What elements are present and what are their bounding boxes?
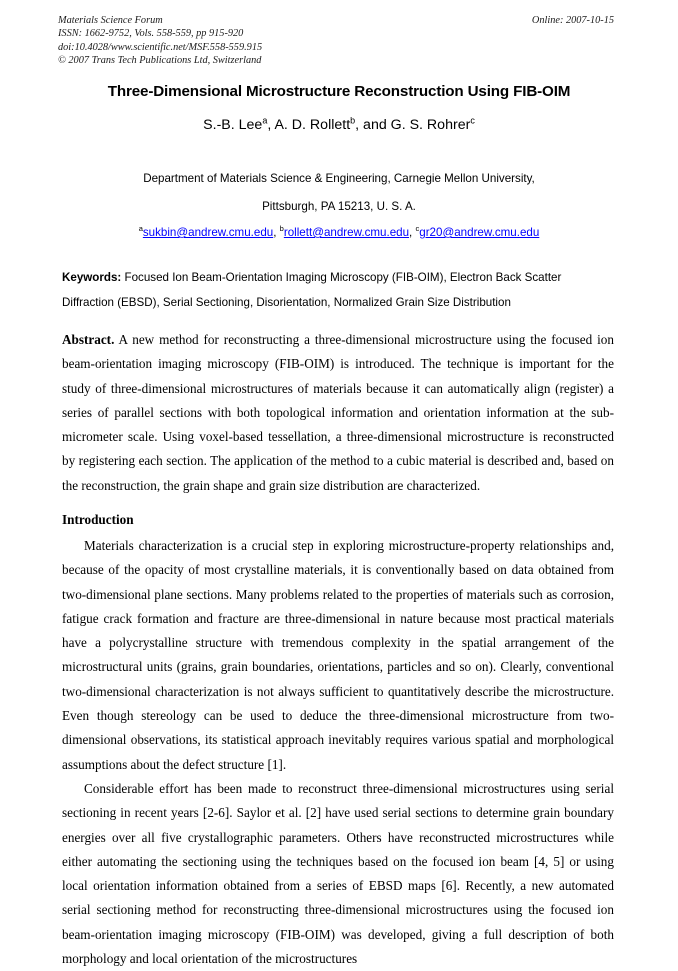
author-affil-mark-3: c [470,115,475,126]
author-affil-mark-2: b [350,115,356,126]
masthead [58,14,614,72]
affiliation-block [58,165,620,221]
keywords-text: Focused Ion Beam-Orientation Imaging Microscopy (FIB-OIM), Electron Back Scatter Diffraction (EBSD), Serial Sectioning, Disorientation, Normalized Grain Size Distribution [62,271,562,309]
affiliation-line-1: Department of Materials Science & Engineering, Carnegie Mellon University, [143,172,535,185]
email-mark-3: c [415,224,420,234]
online-publication-date: Online: 2007-10-15 [531,15,614,26]
journal-name: Materials Science Forum [58,15,163,26]
author-separator-1: , [267,117,275,133]
email-separator-1: , [273,226,280,239]
affiliation-line-2: Pittsburgh, PA 15213, U. S. A. [262,200,416,213]
introduction-paragraph-1: Materials characterization is a crucial step in exploring microstructure-property relationships and, because of the opacity of most crystalline materials, it is conventionally based on data obtained from two-dimensional plane sections. Many problems related to the properties of materials such as corrosion, fatigue crack formation and fracture are three-dimensional in nature because most practical materials have a polycrystalline structure with tremendous complexity in the spatial arrangement of the microstructural units (grains, grain boundaries, orientations, particles and so on). Clearly, conventional two-dimensional characterization is not always sufficient to quantitatively describe the microstructure. Even though stereology can be used to deduce the three-dimensional microstructure from two-dimensional observations, its statistical approach inevitably requires various spatial and morphological assumptions about the defect structure [1]. [62,538,614,772]
author-affil-mark-1: a [262,115,268,126]
abstract-block [62,328,614,498]
abstract-text: A new method for reconstructing a three-dimensional microstructure using the focused ion beam-orientation imaging microscopy (FIB-OIM) is introduced. The technique is important for the study of three-dimensional microstructures of materials because it can automatically align (register) a series of parallel sections with both topological information and orientation information at the sub-micrometer scale. Using voxel-based tessellation, a three-dimensional microstructure is reconstructed by registering each section. The application of the method to a cubic material is described and, based on the reconstruction, the grain shape and grain size distribution are characterized. [62,332,614,493]
author-name-3: G. S. Rohrer [390,117,471,133]
email-link-1[interactable]: sukbin@andrew.cmu.edu [142,226,274,239]
email-link-3[interactable]: gr20@andrew.cmu.edu [419,226,540,239]
email-mark-1: a [138,224,143,234]
email-link-2[interactable]: rollett@andrew.cmu.edu [283,226,410,239]
introduction-paragraph-2: Considerable effort has been made to reconstruct three-dimensional microstructures using serial sectioning in recent years [2-6]. Saylor et al. [2] have used serial sections to determine grain boundary energies over all five crystallographic parameters. Others have reconstructed microstructures while either automating the sectioning using the techniques based on the focused ion beam [4, 5] or using local orientation information obtained from a series of EBSD maps [6]. Recently, a new automated serial sectioning method for reconstructing three-dimensional microstructures using the focused ion beam-orientation imaging microscopy (FIB-OIM) was developed, giving a full description of both morphology and local orientation of the microstructures [62,780,614,967]
author-separator-2: , and [355,117,391,133]
author-list [58,117,620,133]
email-separator-2: , [409,226,416,239]
paper-title: Three-Dimensional Microstructure Reconstruction Using FIB-OIM [107,83,571,100]
introduction-body [62,534,614,971]
abstract-label: Abstract. [62,332,115,347]
author-name-1: S.-B. Lee [203,117,263,133]
author-name-2: A. D. Rollett [274,117,351,133]
masthead-left-block [58,14,262,68]
email-list [58,226,620,239]
email-mark-2: b [279,224,284,234]
doi-line: doi:10.4028/www.scientific.net/MSF.558-559.915 [58,41,263,53]
copyright-line: © 2007 Trans Tech Publications Ltd, Switzerland [58,55,262,67]
issn-volume-pages: ISSN: 1662-9752, Vols. 558-559, pp 915-920 [58,28,244,40]
section-heading-introduction: Introduction [62,512,134,527]
keywords-block [62,265,614,315]
keywords-label: Keywords: [62,271,122,284]
